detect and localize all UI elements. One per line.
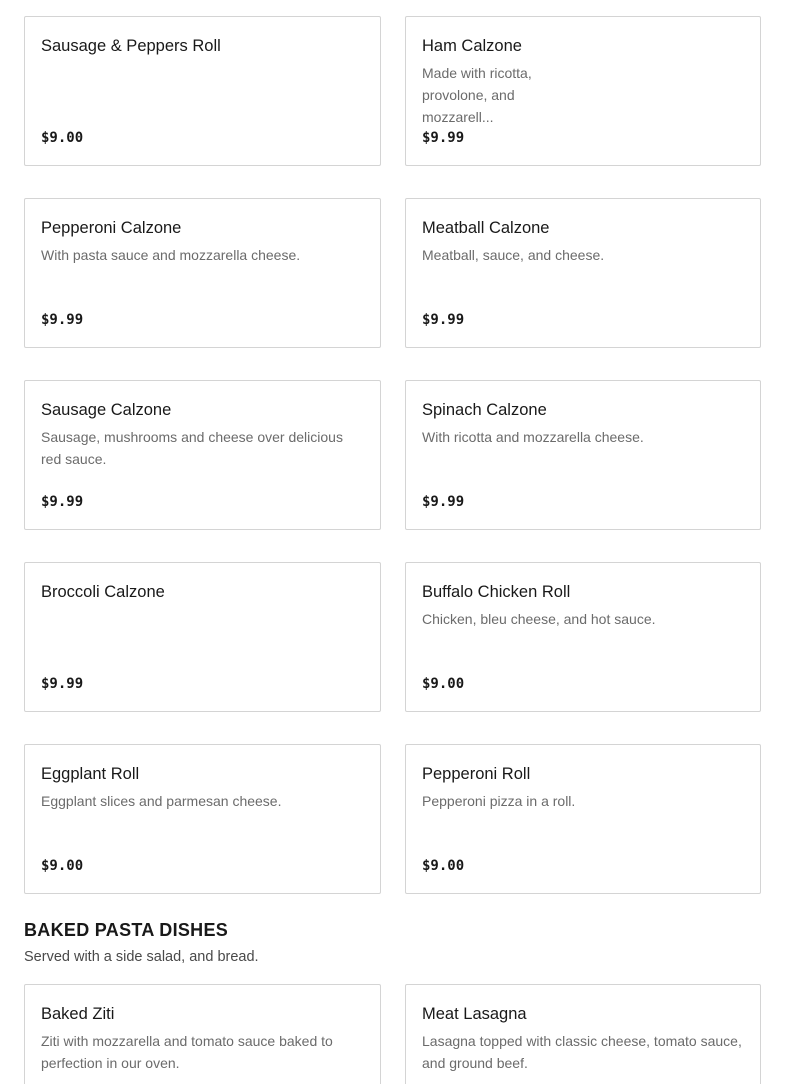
item-price: $9.99 bbox=[422, 494, 465, 510]
baked-pasta-grid bbox=[24, 984, 761, 1084]
item-price: $9.99 bbox=[422, 312, 465, 328]
item-description: Made with ricotta, provolone, and mozzarell... bbox=[422, 65, 532, 125]
item-price: $9.00 bbox=[422, 858, 465, 874]
item-price: $9.99 bbox=[41, 494, 84, 510]
menu-item-card[interactable] bbox=[24, 198, 381, 348]
item-price: $9.99 bbox=[41, 676, 84, 692]
item-price: $9.00 bbox=[422, 676, 465, 692]
item-name: Meat Lasagna bbox=[422, 1005, 527, 1023]
menu-item-card[interactable] bbox=[405, 16, 761, 166]
item-price: $9.00 bbox=[41, 858, 84, 874]
menu-item-card[interactable] bbox=[24, 744, 381, 894]
menu-item-card[interactable] bbox=[405, 984, 761, 1084]
menu-item-card[interactable] bbox=[24, 562, 381, 712]
section-subtitle: Served with a side salad, and bread. bbox=[24, 949, 259, 965]
item-name: Broccoli Calzone bbox=[41, 583, 165, 601]
section-title: BAKED PASTA DISHES bbox=[24, 920, 229, 940]
item-name: Spinach Calzone bbox=[422, 401, 547, 419]
menu-item-card[interactable] bbox=[405, 744, 761, 894]
item-price: $9.99 bbox=[422, 130, 465, 146]
item-description: Eggplant slices and parmesan cheese. bbox=[41, 793, 282, 809]
item-name: Pepperoni Roll bbox=[422, 765, 531, 783]
item-name: Pepperoni Calzone bbox=[41, 219, 182, 237]
menu-item-card[interactable] bbox=[24, 16, 381, 166]
item-description: Chicken, bleu cheese, and hot sauce. bbox=[422, 611, 656, 627]
item-name: Meatball Calzone bbox=[422, 219, 550, 237]
item-description: With ricotta and mozzarella cheese. bbox=[422, 429, 644, 445]
item-name: Buffalo Chicken Roll bbox=[422, 583, 571, 601]
item-name: Baked Ziti bbox=[41, 1005, 115, 1023]
item-name: Sausage Calzone bbox=[41, 401, 172, 419]
item-description: Ziti with mozzarella and tomato sauce baked to perfection in our oven. bbox=[41, 1033, 333, 1071]
item-name: Ham Calzone bbox=[422, 37, 522, 55]
menu-item-card[interactable] bbox=[405, 198, 761, 348]
item-description: Lasagna topped with classic cheese, tomato sauce, and ground beef. bbox=[422, 1033, 742, 1071]
item-description: Sausage, mushrooms and cheese over delicious red sauce. bbox=[41, 429, 343, 467]
item-name: Sausage & Peppers Roll bbox=[41, 37, 221, 55]
menu-items-grid bbox=[24, 16, 761, 894]
menu-item-card[interactable] bbox=[24, 984, 381, 1084]
item-price: $9.99 bbox=[41, 312, 84, 328]
item-description: Meatball, sauce, and cheese. bbox=[422, 247, 605, 263]
menu-item-card[interactable] bbox=[405, 380, 761, 530]
item-description: Pepperoni pizza in a roll. bbox=[422, 793, 576, 809]
item-name: Eggplant Roll bbox=[41, 765, 140, 783]
item-price: $9.00 bbox=[41, 130, 84, 146]
item-description: With pasta sauce and mozzarella cheese. bbox=[41, 247, 301, 263]
menu-item-card[interactable] bbox=[405, 562, 761, 712]
menu-item-card[interactable] bbox=[24, 380, 381, 530]
